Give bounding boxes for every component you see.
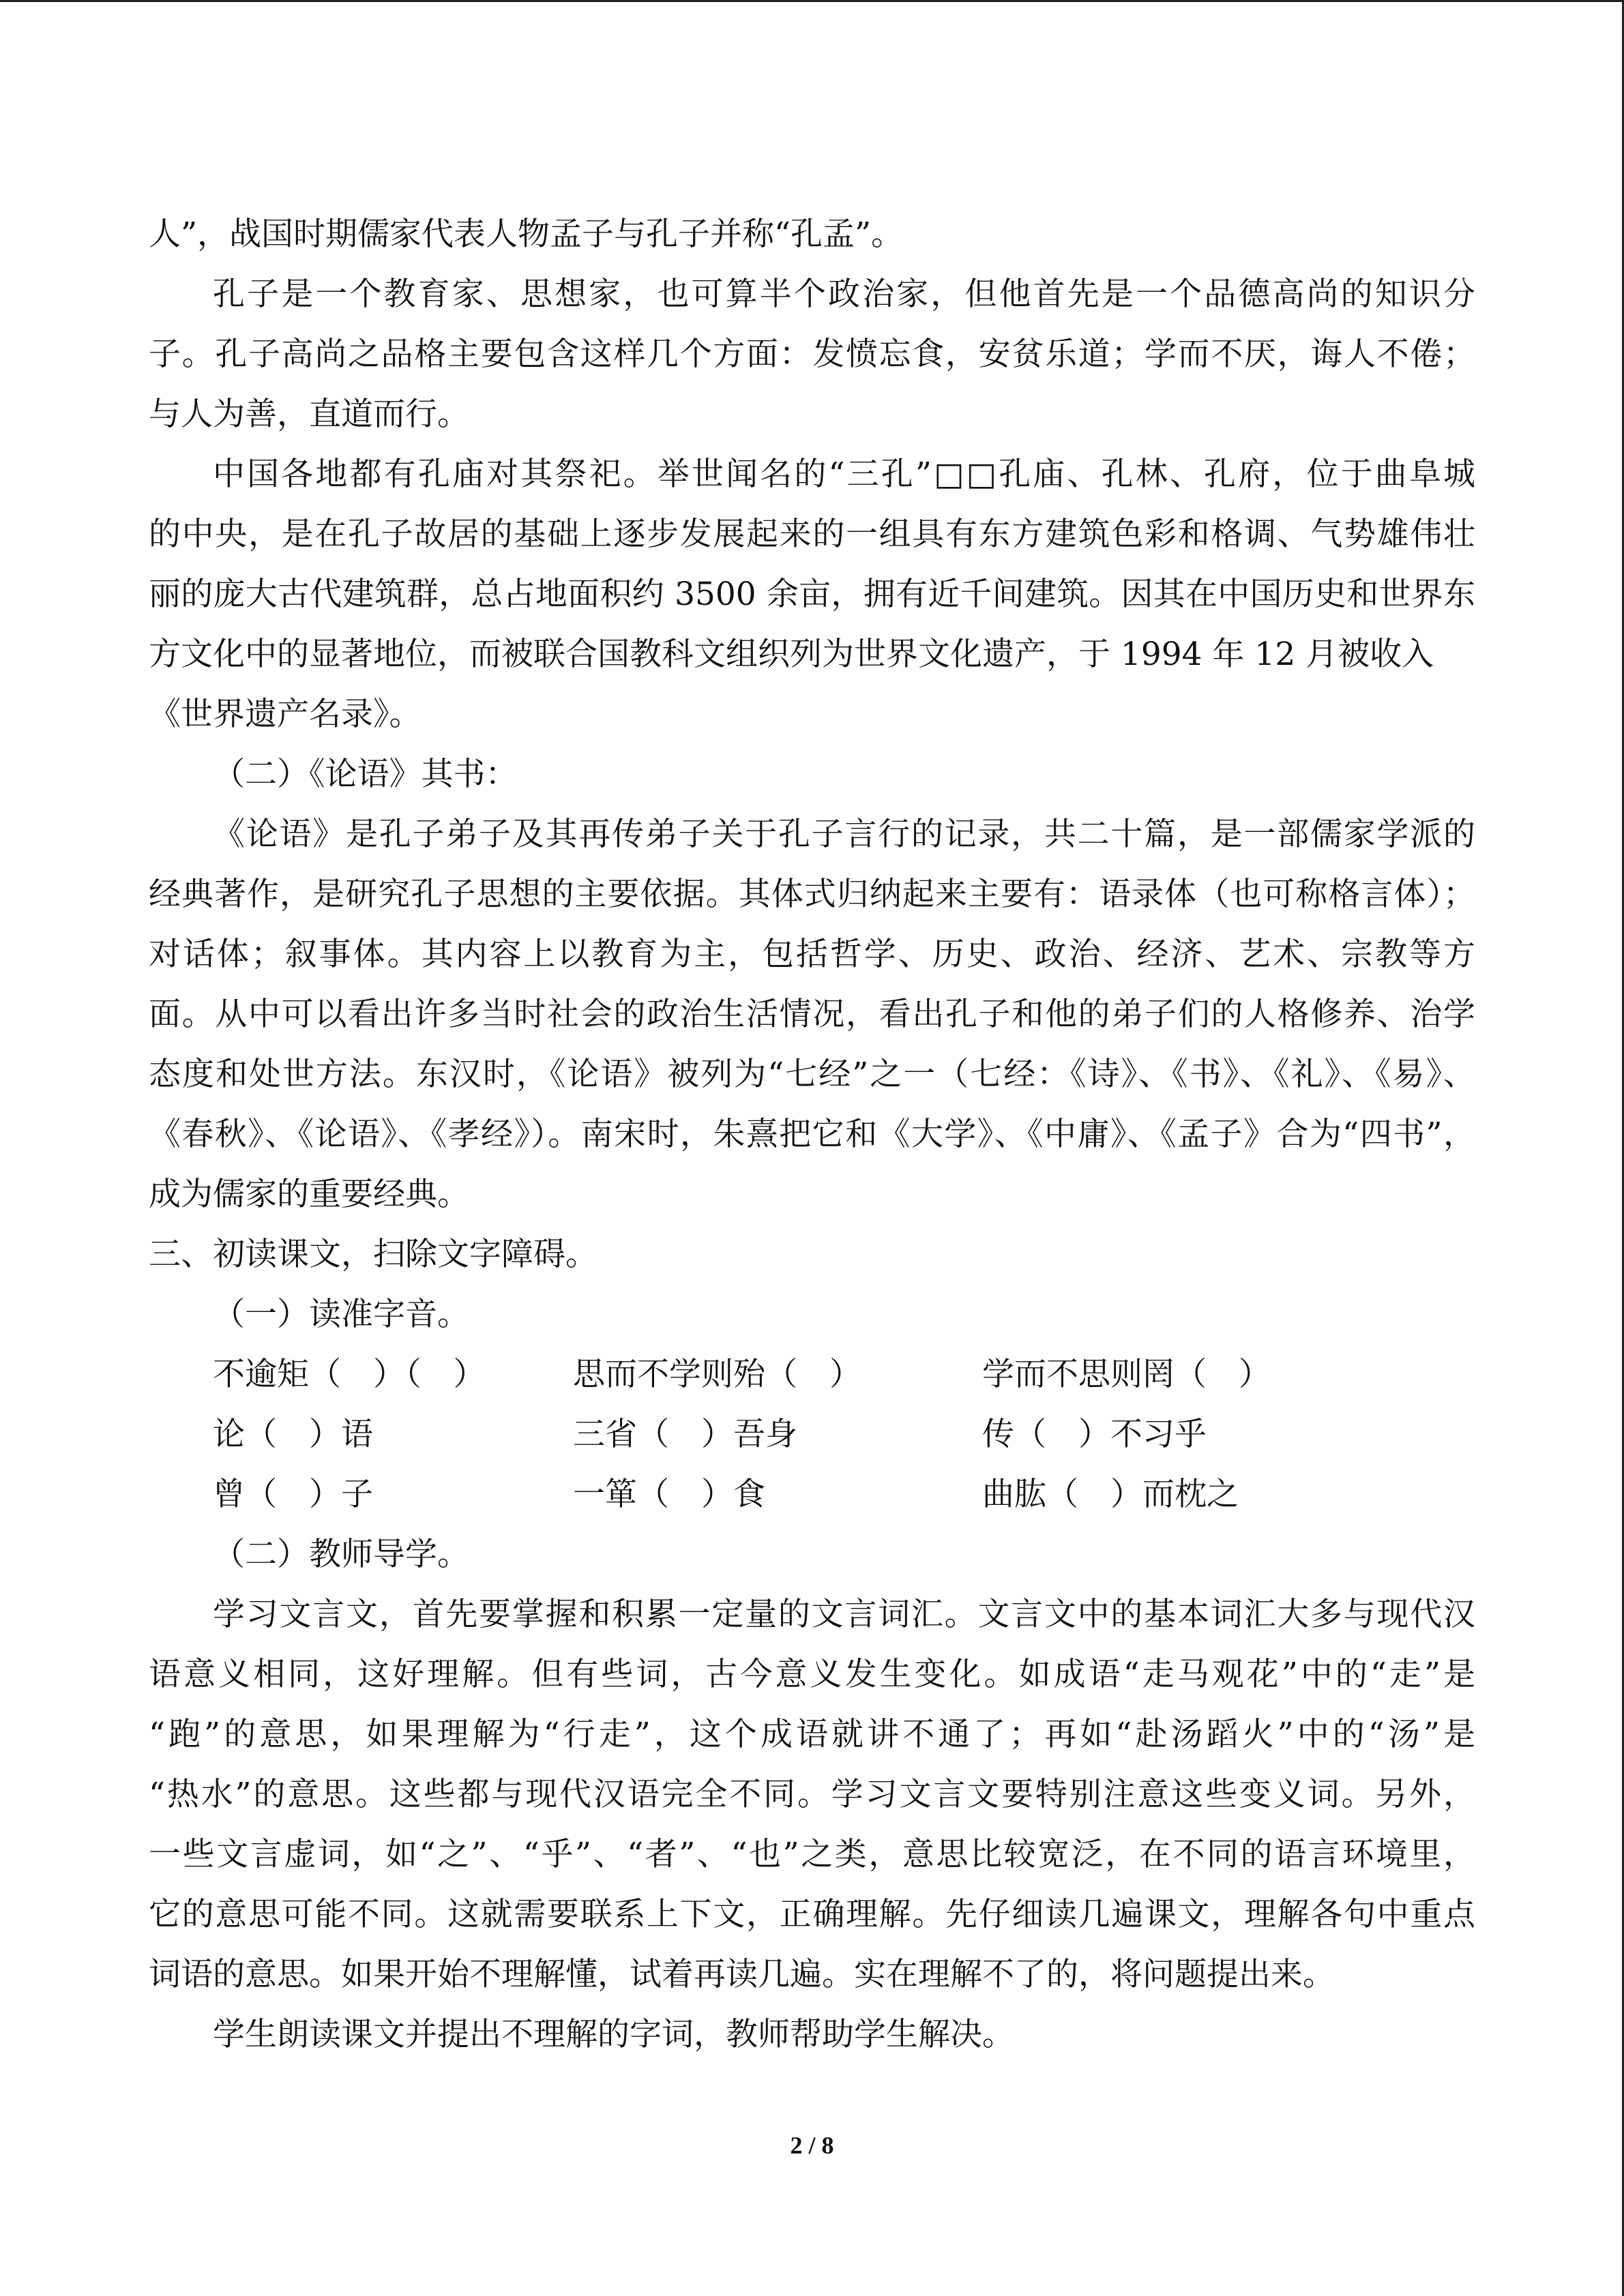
text-line: 与人为善，直道而行。 (149, 396, 469, 433)
text-line: 学生朗读课文并提出不理解的字词，教师帮助学生解决。 (213, 2016, 1014, 2053)
text-line: 《论语》是孔子弟子及其再传弟子关于孔子言行的记录，共二十篇，是一部儒家学派的 (213, 816, 1475, 853)
text-line: 态度和处世方法。东汉时，《论语》被列为“七经”之一（七经：《诗》、《书》、《礼》、《易》、 (149, 1056, 1475, 1093)
table-cell: 曾（ ）子 (213, 1476, 373, 1513)
text-line: 语意义相同，这好理解。但有些词，古今意义发生变化。如成语“走马观花”中的“走”是 (149, 1656, 1475, 1693)
table-cell: 三省（ ）吾身 (573, 1416, 797, 1453)
text-line: 《世界遗产名录》。 (149, 696, 422, 733)
section-subheading: （二）教师导学。 (213, 1536, 469, 1573)
table-row (149, 1345, 1475, 1405)
text-line: 一些文言虚词，如“之”、“乎”、“者”、“也”之类，意思比较宽泛，在不同的语言环境里， (149, 1836, 1475, 1873)
text-line: 成为儒家的重要经典。 (149, 1176, 469, 1213)
table-cell: 传（ ）不习乎 (982, 1416, 1207, 1453)
text-line: 它的意思可能不同。这就需要联系上下文，正确理解。先仔细读几遍课文，理解各句中重点 (149, 1896, 1475, 1933)
pronunciation-table (149, 1345, 1475, 1525)
text-line: 孔子是一个教育家、思想家，也可算半个政治家，但他首先是一个品德高尚的知识分 (213, 275, 1475, 313)
table-cell: 论（ ）语 (213, 1416, 373, 1453)
section-subheading: （二）《论语》其书： (213, 756, 518, 793)
text-line: “热水”的意思。这些都与现代汉语完全不同。学习文言文要特别注意这些变义词。另外， (149, 1776, 1475, 1813)
page-border-top (0, 0, 1624, 2)
table-row (149, 1465, 1475, 1525)
section-subheading: （一）读准字音。 (213, 1296, 469, 1333)
section-heading: 三、初读课文，扫除文字障碍。 (149, 1236, 597, 1273)
table-cell: 思而不学则殆（ ） (573, 1356, 861, 1393)
page-number: 2 / 8 (790, 2132, 834, 2159)
text-line: 对话体；叙事体。其内容上以教育为主，包括哲学、历史、政治、经济、艺术、宗教等方 (149, 936, 1475, 973)
text-line: 中国各地都有孔庙对其祭祀。举世闻名的“三孔”□□孔庙、孔林、孔府，位于曲阜城 (213, 456, 1475, 493)
text-line: 的中央，是在孔子故居的基础上逐步发展起来的一组具有东方建筑色彩和格调、气势雄伟壮 (149, 516, 1475, 553)
table-cell: 一箪（ ）食 (573, 1476, 765, 1513)
text-line: 丽的庞大古代建筑群，总占地面积约 3500 余亩，拥有近千间建筑。因其在中国历史和世界东 (149, 576, 1475, 613)
text-line: 方文化中的显著地位，而被联合国教科文组织列为世界文化遗产，于 1994 年 12 月被收入 (149, 636, 1434, 673)
text-line: 《春秋》、《论语》、《孝经》）。南宋时，朱熹把它和《大学》、《中庸》、《孟子》合为“四书”， (149, 1116, 1475, 1153)
table-cell: 学而不思则罔（ ） (982, 1356, 1271, 1393)
text-line: 词语的意思。如果开始不理解懂，试着再读几遍。实在理解不了的，将问题提出来。 (149, 1956, 1335, 1993)
table-cell: 曲肱（ ）而枕之 (982, 1476, 1239, 1513)
document-body (149, 205, 1475, 2065)
table-cell: 不逾矩（ ）（ ） (213, 1356, 486, 1393)
text-line: 子。孔子高尚之品格主要包含这样几个方面：发愤忘食，安贫乐道；学而不厌，诲人不倦； (149, 336, 1475, 373)
text-line: 面。从中可以看出许多当时社会的政治生活情况，看出孔子和他的弟子们的人格修养、治学 (149, 996, 1475, 1033)
text-line: 人”，战国时期儒家代表人物孟子与孔子并称“孔孟”。 (149, 215, 904, 253)
text-line: “跑”的意思，如果理解为“行走”，这个成语就讲不通了；再如“赴汤蹈火”中的“汤”是 (149, 1716, 1475, 1753)
table-row (149, 1405, 1475, 1465)
text-line: 学习文言文，首先要掌握和积累一定量的文言词汇。文言文中的基本词汇大多与现代汉 (213, 1596, 1475, 1633)
text-line: 经典著作，是研究孔子思想的主要依据。其体式归纳起来主要有：语录体（也可称格言体）； (149, 876, 1475, 913)
